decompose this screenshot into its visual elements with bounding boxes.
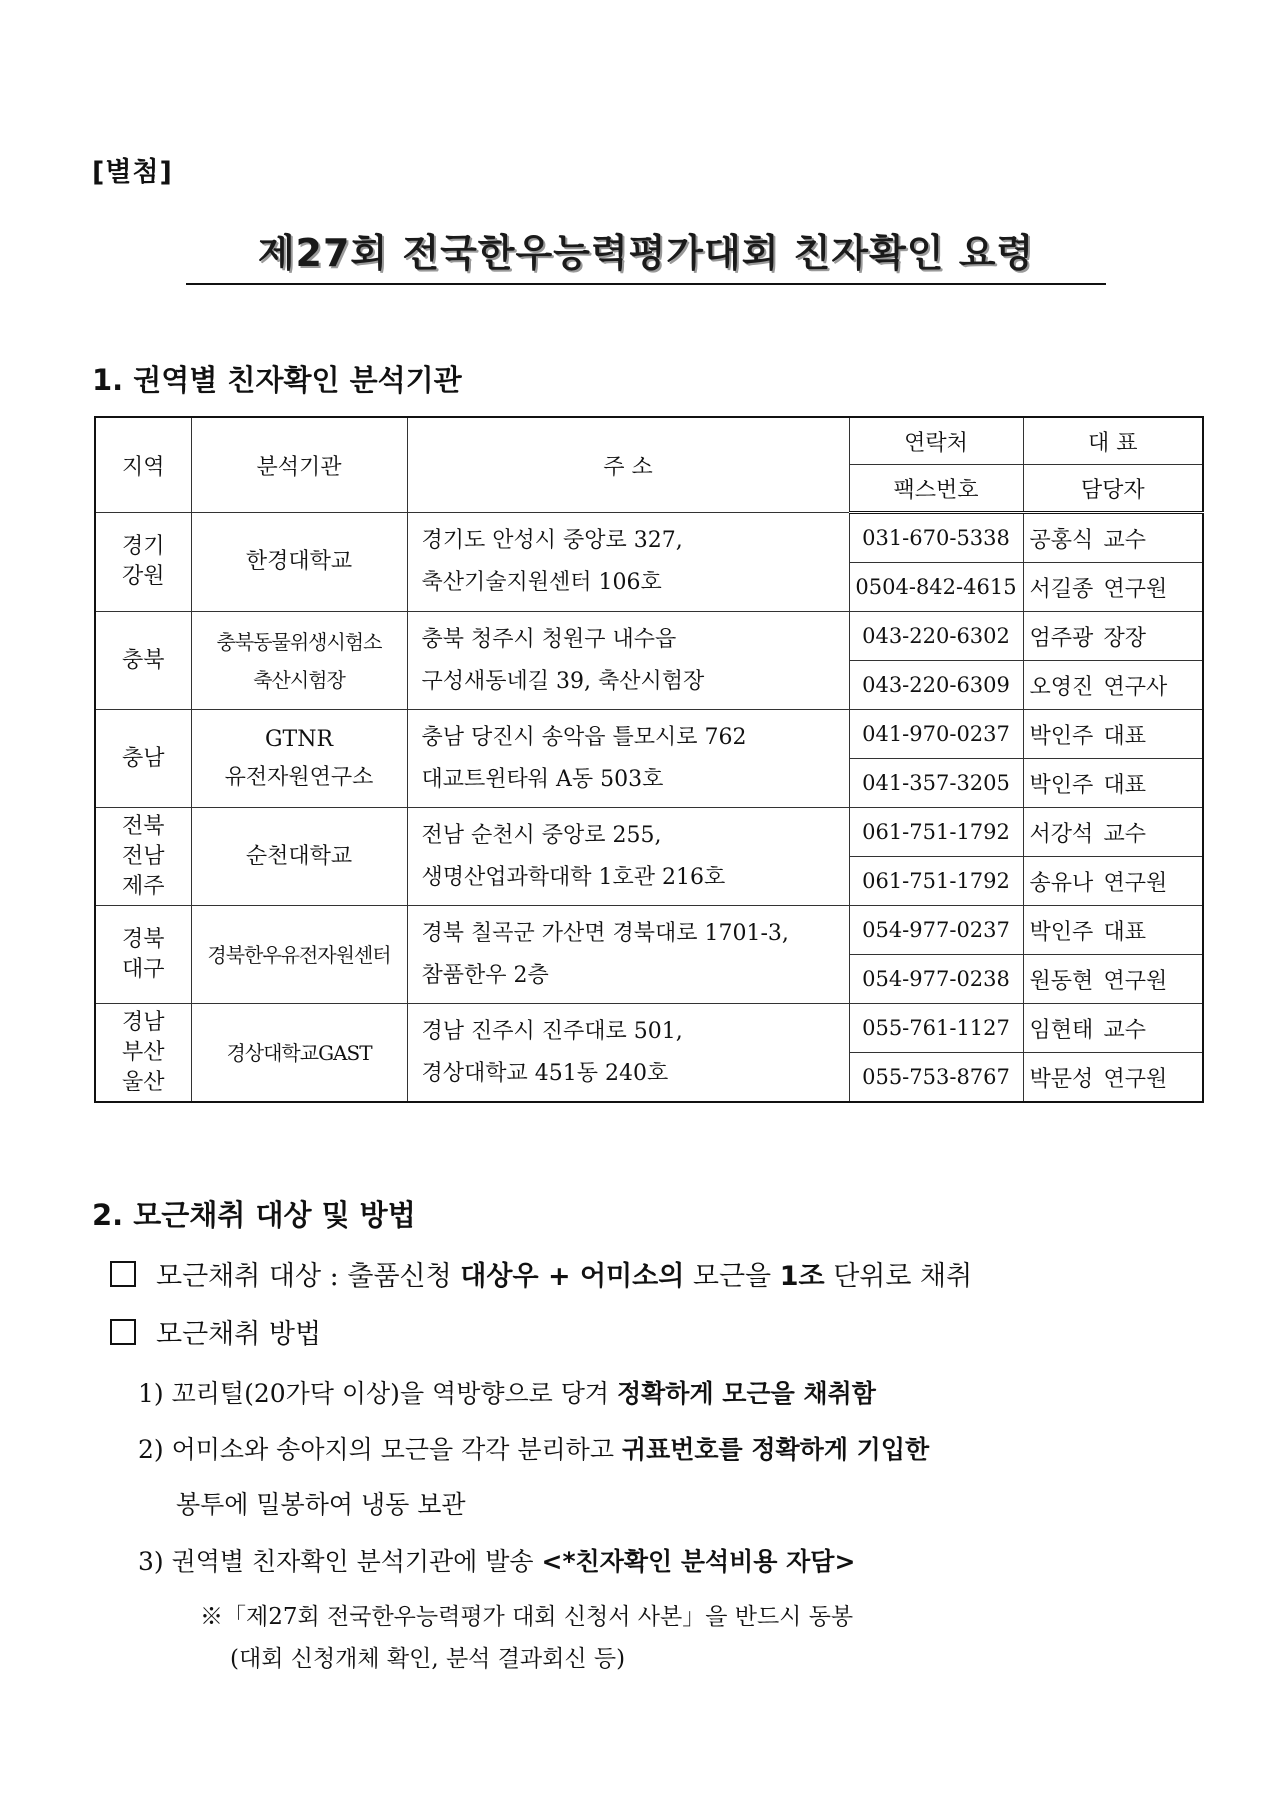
table-row — [95, 612, 1203, 661]
rep-name: 송유나 — [1029, 870, 1094, 896]
region-line: 제주 — [121, 873, 165, 899]
address-line: 경기도 안성시 중앙로 327, — [421, 528, 683, 553]
rep-cell — [1023, 563, 1203, 612]
method-label: 모근채취 방법 — [156, 1319, 322, 1350]
step-3-bold: <*친자확인 분석비용 자담> — [541, 1547, 856, 1576]
rep-name: 원동현 — [1029, 968, 1094, 994]
region-line: 대구 — [121, 956, 165, 982]
region-cell — [95, 1004, 191, 1103]
checkbox-icon — [110, 1261, 136, 1287]
rep-role: 교수 — [1103, 1017, 1147, 1043]
section1-heading: 1. 권역별 친자확인 분석기관 — [92, 363, 462, 397]
rep-role: 교수 — [1103, 527, 1147, 553]
address-cell — [407, 710, 849, 808]
table-row — [95, 513, 1203, 563]
institution-line: GTNR — [264, 726, 334, 752]
address-line: 대교트윈타워 A동 503호 — [421, 766, 664, 792]
header-region: 지역 — [95, 417, 191, 513]
target-text-2: 모근을 — [692, 1261, 772, 1292]
target-text-1: 출품신청 — [347, 1261, 452, 1292]
address-line: 전남 순천시 중앙로 255, — [421, 822, 662, 848]
institution-cell — [191, 906, 407, 1004]
rep-name: 임현태 — [1029, 1017, 1094, 1043]
rep-cell — [1023, 612, 1203, 661]
rep-cell — [1023, 513, 1203, 563]
target-sep: : — [329, 1261, 339, 1292]
region-line: 울산 — [121, 1069, 165, 1095]
step-3-text: 권역별 친자확인 분석기관에 발송 — [171, 1547, 534, 1576]
target-text-3: 단위로 채취 — [833, 1261, 973, 1292]
rep-cell — [1023, 1053, 1203, 1103]
table-row — [95, 906, 1203, 955]
institution-cell — [191, 710, 407, 808]
tel-cell: 041-970-0237 — [849, 710, 1023, 759]
institution-line: 축산시험장 — [253, 667, 345, 692]
tel-cell: 061-751-1792 — [849, 808, 1023, 857]
region-cell — [95, 710, 191, 808]
rep-role: 연구원 — [1103, 1066, 1168, 1092]
header-address: 주 소 — [407, 417, 849, 513]
document-title: 제27회 전국한우능력평가대회 친자확인 요령 — [257, 231, 1035, 275]
tel-cell: 043-220-6302 — [849, 612, 1023, 661]
address-cell — [407, 808, 849, 906]
rep-role: 연구원 — [1103, 870, 1168, 896]
address-line: 축산기술지원센터 106호 — [421, 570, 662, 595]
table-row — [95, 710, 1203, 759]
header-institution: 분석기관 — [191, 417, 407, 513]
address-cell — [407, 513, 849, 612]
step-2-continued: 봉투에 밀봉하여 냉동 보관 — [176, 1490, 466, 1519]
rep-cell — [1023, 955, 1203, 1004]
header-fax: 팩스번호 — [849, 465, 1023, 513]
step-2-bold: 귀표번호를 정확하게 기입한 — [621, 1435, 930, 1464]
region-cell — [95, 612, 191, 710]
region-cell — [95, 808, 191, 906]
institution-line: 경상대학교GAST — [226, 1040, 372, 1065]
institution-cell — [191, 612, 407, 710]
region-line: 경기 — [121, 534, 165, 559]
rep-role: 교수 — [1103, 821, 1147, 847]
institution-line: 한경대학교 — [245, 549, 353, 574]
institution-line: 충북동물위생시험소 — [216, 629, 382, 654]
rep-cell — [1023, 661, 1203, 710]
institution-line: 경북한우유전자원센터 — [207, 942, 391, 967]
header-manager: 담당자 — [1023, 465, 1203, 513]
institution-line: 유전자원연구소 — [224, 764, 374, 790]
address-line: 참품한우 2층 — [421, 962, 549, 988]
note-line-1: ※「제27회 전국한우능력평가 대회 신청서 사본」을 반드시 동봉 — [200, 1604, 854, 1630]
region-cell — [95, 906, 191, 1004]
region-cell — [95, 513, 191, 612]
region-line: 경남 — [121, 1009, 165, 1035]
rep-name: 오영진 — [1029, 674, 1094, 700]
header-contact: 연락처 — [849, 417, 1023, 465]
region-line: 전남 — [121, 843, 165, 869]
tel-cell: 031-670-5338 — [849, 513, 1023, 563]
step-3-num: 3) — [138, 1547, 164, 1576]
rep-cell — [1023, 906, 1203, 955]
title-underline — [186, 283, 1106, 285]
tel-cell: 043-220-6309 — [849, 661, 1023, 710]
rep-name: 박인주 — [1029, 723, 1094, 749]
rep-name: 서길종 — [1029, 576, 1094, 602]
institution-table — [94, 416, 1204, 1103]
address-line: 충남 당진시 송악읍 틀모시로 762 — [421, 724, 747, 750]
region-line: 부산 — [121, 1039, 165, 1065]
header-rep: 대 표 — [1023, 417, 1203, 465]
tel-cell: 0504-842-4615 — [849, 563, 1023, 612]
step-1-bold: 정확하게 모근을 채취함 — [617, 1379, 876, 1408]
rep-name: 박인주 — [1029, 919, 1094, 945]
table-row — [95, 1004, 1203, 1053]
note-line-2: (대회 신청개체 확인, 분석 결과회신 등) — [230, 1646, 626, 1672]
step-1-text: 꼬리털(20가닥 이상)을 역방향으로 당겨 — [171, 1379, 610, 1408]
institution-cell — [191, 1004, 407, 1103]
address-line: 경북 칠곡군 가산면 경북대로 1701-3, — [421, 920, 789, 946]
step-2 — [138, 1430, 929, 1466]
region-line: 강원 — [121, 564, 165, 589]
rep-role: 대표 — [1103, 772, 1147, 798]
address-line: 구성새동네길 39, 축산시험장 — [421, 668, 705, 694]
tel-cell: 055-753-8767 — [849, 1053, 1023, 1103]
institution-line: 순천대학교 — [245, 843, 353, 869]
tel-cell: 041-357-3205 — [849, 759, 1023, 808]
checkbox-icon — [110, 1319, 136, 1345]
address-line: 충북 청주시 청원구 내수읍 — [421, 626, 677, 652]
step-1-num: 1) — [138, 1379, 164, 1408]
rep-role: 연구사 — [1103, 674, 1168, 700]
region-line: 경북 — [121, 926, 165, 952]
address-cell — [407, 906, 849, 1004]
address-line: 경남 진주시 진주대로 501, — [421, 1018, 683, 1044]
address-cell — [407, 612, 849, 710]
rep-role: 연구원 — [1103, 968, 1168, 994]
rep-cell — [1023, 759, 1203, 808]
annex-label: [별첨] — [92, 157, 173, 188]
table-row — [95, 808, 1203, 857]
rep-name: 박문성 — [1029, 1066, 1094, 1092]
rep-cell — [1023, 857, 1203, 906]
tel-cell: 055-761-1127 — [849, 1004, 1023, 1053]
rep-cell — [1023, 808, 1203, 857]
rep-cell — [1023, 1004, 1203, 1053]
step-2-text: 어미소와 송아지의 모근을 각각 분리하고 — [171, 1435, 614, 1464]
region-line: 충남 — [121, 745, 165, 771]
step-2-num: 2) — [138, 1435, 164, 1464]
rep-name: 공홍식 — [1029, 527, 1094, 553]
target-line — [110, 1254, 972, 1293]
address-cell — [407, 1004, 849, 1103]
target-bold-2: 1조 — [779, 1261, 825, 1292]
institution-cell — [191, 808, 407, 906]
region-line: 충북 — [121, 647, 165, 673]
method-line — [110, 1312, 321, 1351]
rep-role: 연구원 — [1103, 576, 1168, 602]
table-header-row — [95, 417, 1203, 465]
step-3 — [138, 1542, 855, 1578]
address-line: 경상대학교 451동 240호 — [421, 1060, 669, 1086]
step-1 — [138, 1374, 876, 1410]
tel-cell: 054-977-0237 — [849, 906, 1023, 955]
institution-cell — [191, 513, 407, 612]
target-label: 모근채취 대상 — [156, 1261, 322, 1292]
rep-name: 서강석 — [1029, 821, 1094, 847]
tel-cell: 054-977-0238 — [849, 955, 1023, 1004]
tel-cell: 061-751-1792 — [849, 857, 1023, 906]
rep-name: 엄주광 — [1029, 625, 1094, 651]
region-line: 전북 — [121, 813, 165, 839]
section2-heading: 2. 모근채취 대상 및 방법 — [92, 1198, 416, 1232]
address-line: 생명산업과학대학 1호관 216호 — [421, 864, 726, 890]
rep-role: 대표 — [1103, 919, 1147, 945]
rep-role: 장장 — [1103, 625, 1147, 651]
rep-cell — [1023, 710, 1203, 759]
rep-name: 박인주 — [1029, 772, 1094, 798]
rep-role: 대표 — [1103, 723, 1147, 749]
target-bold-1: 대상우 + 어미소의 — [460, 1261, 685, 1292]
